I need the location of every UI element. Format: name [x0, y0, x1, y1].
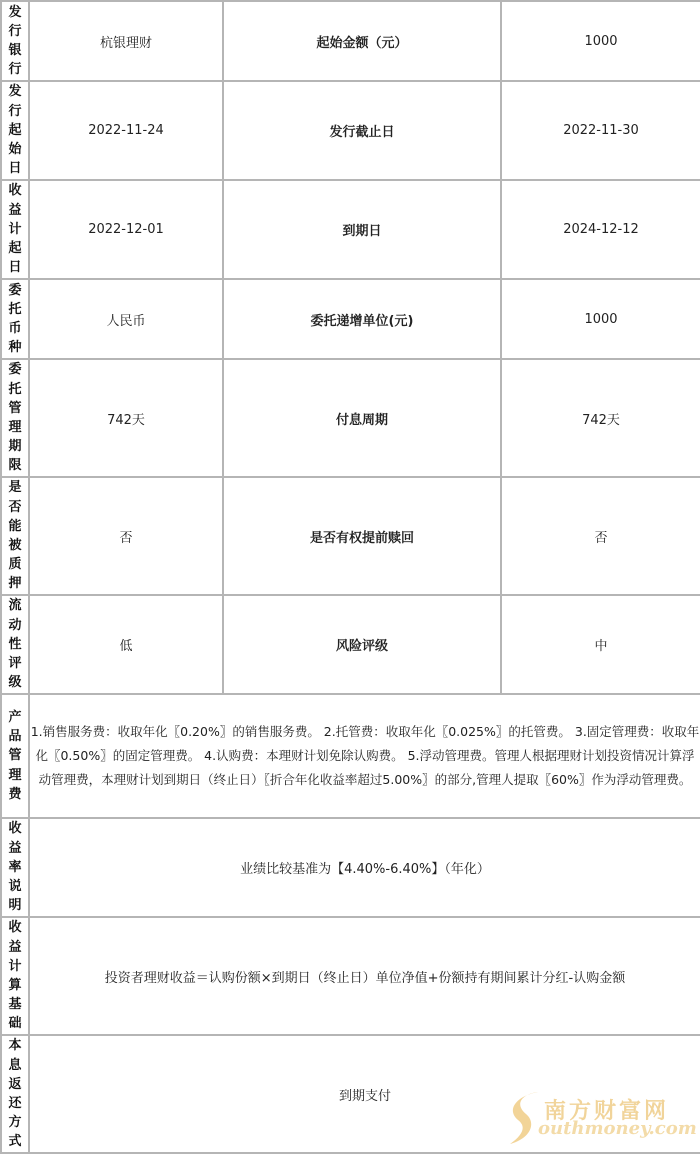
currency-value: 人民币 — [29, 279, 223, 359]
early-redeem-label: 是否有权提前赎回 — [223, 477, 501, 595]
southmoney-watermark — [504, 1094, 697, 1146]
watermark-cn-text: 南方财富网 — [544, 1098, 670, 1124]
row-term — [1, 359, 700, 477]
row-header: 产品管理费 — [1, 694, 29, 818]
min-amount-value: 1000 — [501, 1, 700, 81]
row-issue-start — [1, 81, 700, 180]
row-header: 是否能被质押 — [1, 477, 29, 595]
issue-start-value: 2022-11-24 — [29, 81, 223, 180]
row-header: 收益计起日 — [1, 180, 29, 279]
row-header: 收益率说明 — [1, 818, 29, 917]
interest-period-label: 付息周期 — [223, 359, 501, 477]
early-redeem-value: 否 — [501, 477, 700, 595]
risk-rating-label: 风险评级 — [223, 595, 501, 694]
row-header: 本息返还方式 — [1, 1035, 29, 1153]
row-header: 发行银行 — [1, 1, 29, 81]
issue-end-label: 发行截止日 — [223, 81, 501, 180]
liquidity-value: 低 — [29, 595, 223, 694]
maturity-value: 2024-12-12 — [501, 180, 700, 279]
pledge-value: 否 — [29, 477, 223, 595]
risk-rating-value: 中 — [501, 595, 700, 694]
row-header: 发行起始日 — [1, 81, 29, 180]
increment-unit-label: 委托递增单位(元) — [223, 279, 501, 359]
row-pledge — [1, 477, 700, 595]
term-value: 742天 — [29, 359, 223, 477]
calc-basis-text: 投资者理财收益＝认购份额×到期日（终止日）单位净值+份额持有期间累计分红-认购金额 — [29, 917, 700, 1035]
increment-unit-value: 1000 — [501, 279, 700, 359]
row-header: 收益计算基础 — [1, 917, 29, 1035]
watermark-en-text: outhmoney.com — [538, 1118, 697, 1139]
maturity-label: 到期日 — [223, 180, 501, 279]
repayment-text: 到期支付 — [29, 1035, 700, 1153]
interest-period-value: 742天 — [501, 359, 700, 477]
issuing-bank-value: 杭银理财 — [29, 1, 223, 81]
row-header: 流动性评级 — [1, 595, 29, 694]
yield-note-text: 业绩比较基准为【4.40%-6.40%】（年化） — [29, 818, 700, 917]
row-yield-note — [1, 818, 700, 917]
row-calc-basis — [1, 917, 700, 1035]
row-management-fee — [1, 694, 700, 818]
row-liquidity — [1, 595, 700, 694]
row-issuing-bank — [1, 1, 700, 81]
row-header: 委托币种 — [1, 279, 29, 359]
row-interest-start — [1, 180, 700, 279]
management-fee-text: 1.销售服务费：收取年化〖0.20%〗的销售服务费。 2.托管费：收取年化〖0.025%〗的托管费。 3.固定管理费：收取年化〖0.50%〗的固定管理费。 4.认购费：本理财计划免除认购费。 5.浮动管理费。管理人根据理财计划投资情况计算浮动管理费，本理财计划到期日（终止日）〖折合年化收益率超过5.00%〗的部分,管理人提取〖60%〗作为浮动管理费。 — [29, 694, 700, 818]
issue-end-value: 2022-11-30 — [501, 81, 700, 180]
interest-start-value: 2022-12-01 — [29, 180, 223, 279]
row-currency — [1, 279, 700, 359]
min-amount-label: 起始金额（元） — [223, 1, 501, 81]
row-header: 委托管理期限 — [1, 359, 29, 477]
